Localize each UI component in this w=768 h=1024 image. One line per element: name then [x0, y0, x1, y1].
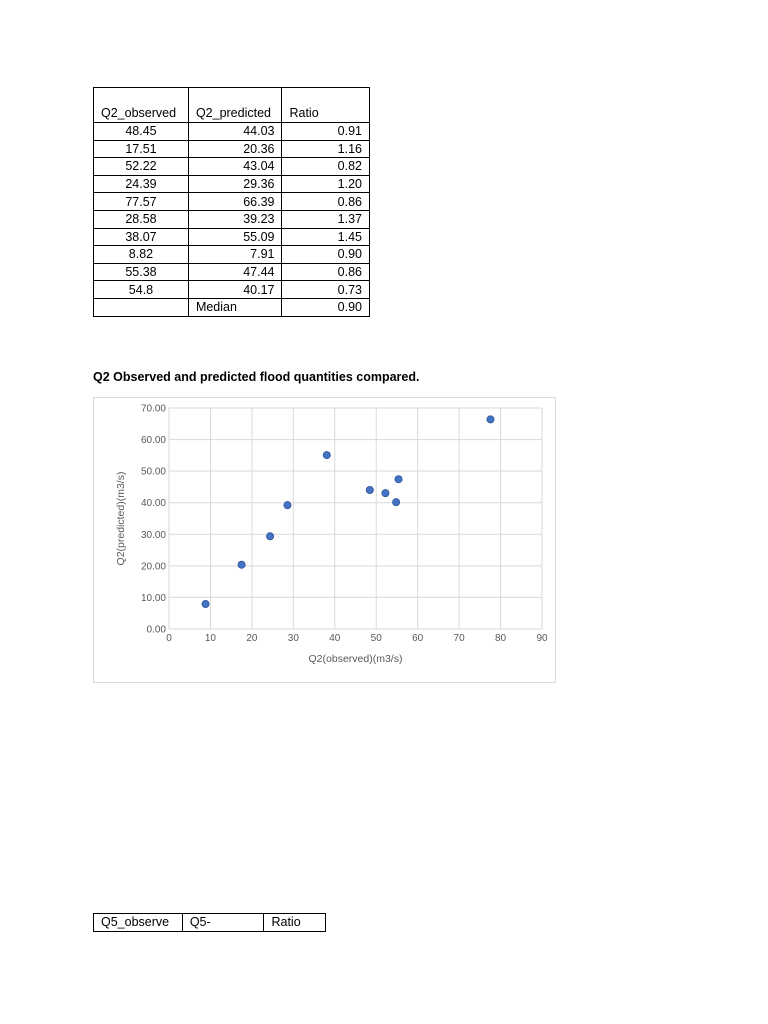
median-label: Median: [188, 298, 282, 316]
table-row: [94, 246, 370, 264]
q2-header-predicted: Q2_predicted: [188, 88, 282, 123]
data-point: [238, 561, 245, 568]
observed-cell: 48.45: [94, 123, 189, 141]
table-row: [94, 281, 370, 299]
y-tick-label: 30.00: [140, 529, 166, 541]
y-tick-label: 0.00: [146, 624, 166, 636]
predicted-cell: 55.09: [188, 228, 282, 246]
ratio-cell: 0.82: [282, 158, 370, 176]
data-point: [366, 486, 373, 493]
ratio-cell: 0.73: [282, 281, 370, 299]
q5-header-predicted: Q5-: [182, 914, 264, 932]
ratio-cell: 1.37: [282, 210, 370, 228]
x-tick-label: 70: [453, 633, 465, 644]
predicted-cell: 20.36: [188, 140, 282, 158]
table-row: [94, 210, 370, 228]
x-tick-label: 30: [287, 633, 299, 644]
data-point: [382, 490, 389, 497]
q5-header-ratio: Ratio: [264, 914, 326, 932]
predicted-cell: 44.03: [188, 123, 282, 141]
observed-cell: 17.51: [94, 140, 189, 158]
y-tick-label: 60.00: [140, 435, 166, 447]
observed-cell: 8.82: [94, 246, 189, 264]
ratio-cell: 0.86: [282, 193, 370, 211]
predicted-cell: 47.44: [188, 263, 282, 281]
table-row: [94, 123, 370, 141]
observed-cell: 28.58: [94, 210, 189, 228]
ratio-cell: 0.90: [282, 246, 370, 264]
observed-cell: 24.39: [94, 175, 189, 193]
observed-cell: 52.22: [94, 158, 189, 176]
y-tick-label: 10.00: [140, 592, 166, 604]
predicted-cell: 39.23: [188, 210, 282, 228]
x-tick-label: 90: [536, 633, 548, 644]
table-row: [94, 158, 370, 176]
data-point: [284, 502, 291, 509]
table-row: [94, 140, 370, 158]
x-tick-label: 0: [166, 633, 172, 644]
table-row: [94, 175, 370, 193]
x-tick-label: 40: [329, 633, 341, 644]
predicted-cell: 66.39: [188, 193, 282, 211]
median-row: [94, 298, 370, 316]
q5-table: [93, 913, 326, 932]
y-tick-label: 40.00: [140, 498, 166, 510]
x-tick-label: 10: [204, 633, 217, 644]
chart-caption: Q2 Observed and predicted flood quantities compared.: [93, 370, 420, 384]
predicted-cell: 40.17: [188, 281, 282, 299]
data-point: [487, 416, 494, 423]
observed-cell: 38.07: [94, 228, 189, 246]
q2-header-row: [94, 88, 370, 123]
ratio-cell: 0.86: [282, 263, 370, 281]
data-point: [202, 600, 209, 607]
observed-cell: 54.8: [94, 281, 189, 299]
x-tick-label: 50: [370, 633, 382, 644]
table-row: [94, 263, 370, 281]
table-row: [94, 193, 370, 211]
y-axis-title: Q2(predicted)(m3/s): [115, 471, 127, 566]
y-tick-label: 70.00: [140, 403, 166, 415]
q2-header-observed: Q2_observed: [94, 88, 189, 123]
data-point: [323, 451, 330, 458]
x-tick-label: 60: [412, 633, 424, 644]
ratio-cell: 1.45: [282, 228, 370, 246]
predicted-cell: 43.04: [188, 158, 282, 176]
table-row: [94, 228, 370, 246]
x-tick-label: 20: [246, 633, 258, 644]
q5-header-observed: Q5_observe: [94, 914, 183, 932]
y-tick-label: 20.00: [140, 561, 166, 573]
median-value: 0.90: [282, 298, 370, 316]
q5-header-row: [94, 914, 326, 932]
data-point: [266, 533, 273, 540]
predicted-cell: 29.36: [188, 175, 282, 193]
x-tick-label: 80: [494, 633, 507, 644]
scatter-chart: [93, 397, 556, 683]
q2-header-ratio: Ratio: [282, 88, 370, 123]
ratio-cell: 1.20: [282, 175, 370, 193]
y-tick-label: 50.00: [140, 466, 166, 478]
median-empty-cell: [94, 298, 189, 316]
predicted-cell: 7.91: [188, 246, 282, 264]
q2-table: [93, 87, 370, 317]
observed-cell: 55.38: [94, 263, 189, 281]
observed-cell: 77.57: [94, 193, 189, 211]
ratio-cell: 1.16: [282, 140, 370, 158]
x-axis-title: Q2(observed)(m3/s): [308, 653, 403, 665]
data-point: [395, 476, 402, 483]
ratio-cell: 0.91: [282, 123, 370, 141]
chart-svg: [94, 398, 557, 684]
data-point: [393, 499, 400, 506]
